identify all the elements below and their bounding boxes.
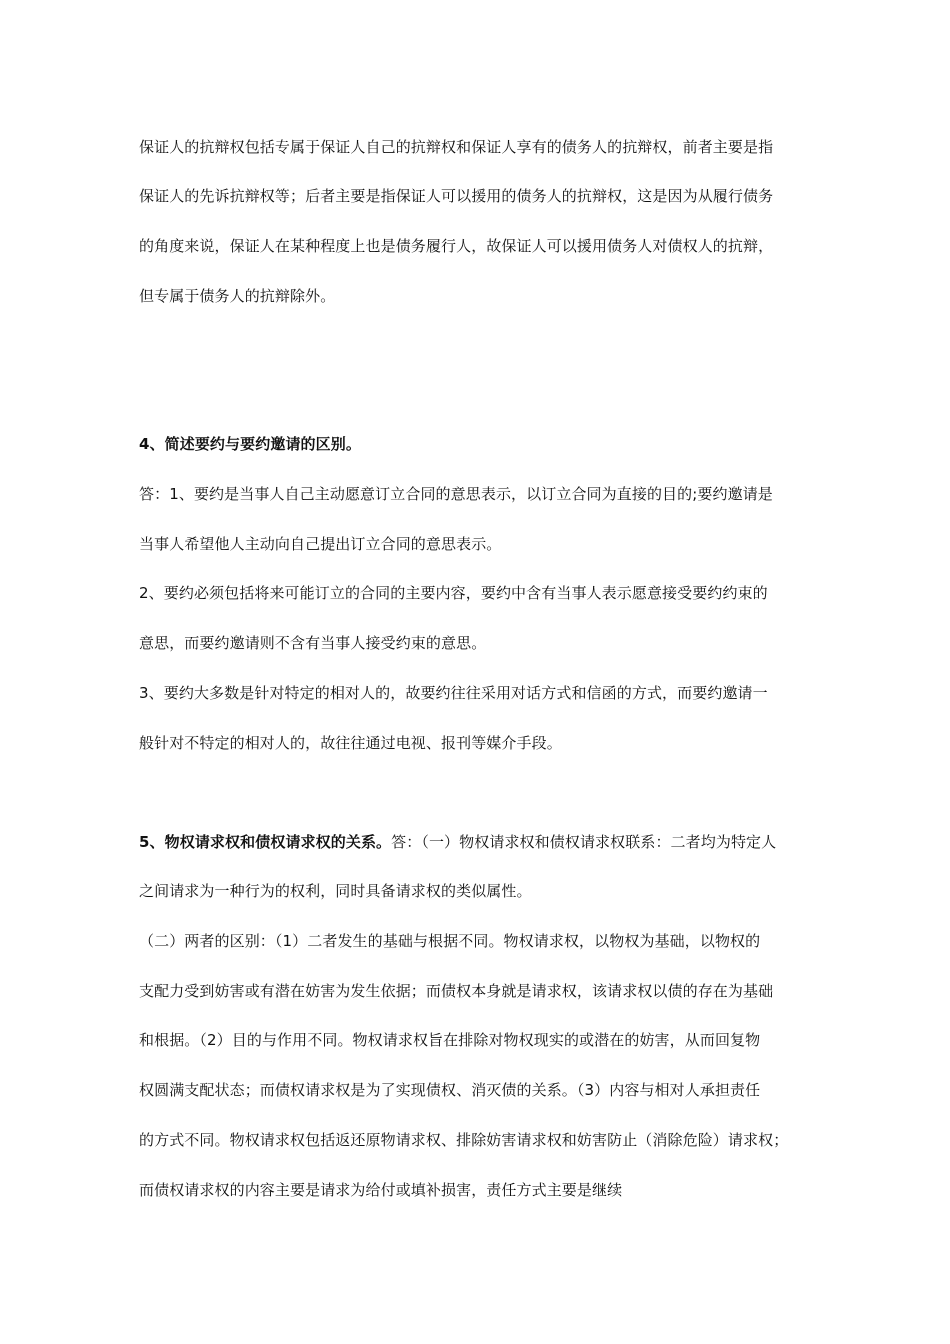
- paragraph-line: 的角度来说，保证人在某种程度上也是债务履行人，故保证人可以援用债务人对债权人的抗辩，: [139, 237, 774, 255]
- question-5-title: 5、物权请求权和债权请求权的关系。: [139, 833, 392, 851]
- paragraph-line: 保证人的抗辩权包括专属于保证人自己的抗辩权和保证人享有的债务人的抗辩权，前者主要是指: [139, 138, 774, 156]
- question-4-title: 4、简述要约与要约邀请的区别。: [139, 435, 361, 453]
- answer-line: （二）两者的区别：（1）二者发生的基础与根据不同。物权请求权，以物权为基础，以物权的: [139, 932, 761, 950]
- paragraph-line: 保证人的先诉抗辩权等；后者主要是指保证人可以援用的债务人的抗辩权，这是因为从履行债务: [139, 187, 774, 205]
- answer-line: 2、要约必须包括将来可能订立的合同的主要内容，要约中含有当事人表示愿意接受要约约束的: [139, 584, 768, 602]
- answer-line: 支配力受到妨害或有潜在妨害为发生依据；而债权本身就是请求权，该请求权以债的存在为基础: [139, 982, 774, 1000]
- question-5-first-line: [139, 832, 829, 852]
- answer-line: 答：1、要约是当事人自己主动愿意订立合同的意思表示，以订立合同为直接的目的;要约邀请是: [139, 485, 773, 503]
- answer-line: 权圆满支配状态；而债权请求权是为了实现债权、消灭债的关系。（3）内容与相对人承担责任: [139, 1081, 761, 1099]
- answer-line: 的方式不同。物权请求权包括返还原物请求权、排除妨害请求权和妨害防止（消除危险）请求权；: [139, 1131, 789, 1149]
- answer-line: 般针对不特定的相对人的，故往往通过电视、报刊等媒介手段。: [139, 734, 562, 752]
- answer-line: 当事人希望他人主动向自己提出订立合同的意思表示。: [139, 535, 502, 553]
- answer-line: 3、要约大多数是针对特定的相对人的，故要约往往采用对话方式和信函的方式，而要约邀请一: [139, 684, 768, 702]
- answer-line-start: 答：（一）物权请求权和债权请求权联系：二者均为特定人: [391, 833, 777, 851]
- answer-line: 意思，而要约邀请则不含有当事人接受约束的意思。: [139, 634, 487, 652]
- answer-line: 而债权请求权的内容主要是请求为给付或填补损害，责任方式主要是继续: [139, 1181, 623, 1199]
- paragraph-line: 但专属于债务人的抗辩除外。: [139, 287, 336, 305]
- answer-line: 和根据。（2）目的与作用不同。物权请求权旨在排除对物权现实的或潜在的妨害，从而回复物: [139, 1031, 761, 1049]
- answer-line: 之间请求为一种行为的权利，同时具备请求权的类似属性。: [139, 882, 532, 900]
